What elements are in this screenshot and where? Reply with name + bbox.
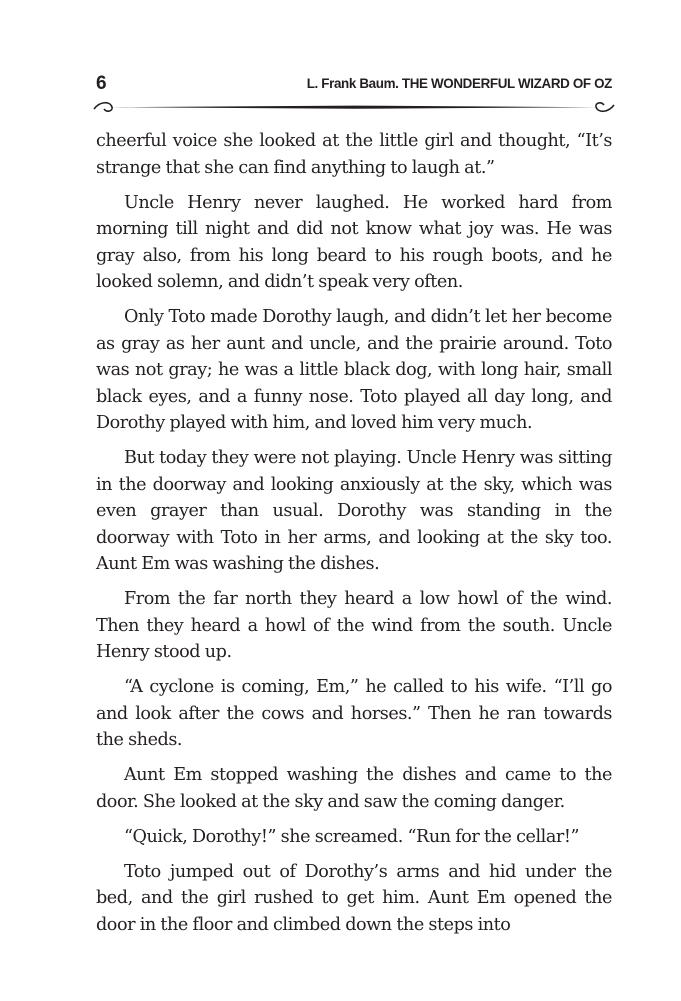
running-head: L. Frank Baum. THE WONDERFUL WIZARD OF OZ bbox=[306, 76, 612, 91]
paragraph: Aunt Em stopped washing the dishes and came to the door. She looked at the sky and saw the coming danger. bbox=[96, 765, 612, 812]
paragraph: cheerful voice she looked at the little girl and thought, “It’s strange that she can find anything to laugh at.” bbox=[96, 131, 612, 178]
paragraph: “Quick, Dorothy!” she screamed. “Run for the cellar!” bbox=[124, 826, 580, 847]
paragraph: “A cyclone is coming, Em,” he called to his wife. “I’ll go and look after the cows and horses.” Then he ran towards the sheds. bbox=[96, 677, 612, 750]
page-header bbox=[96, 72, 612, 96]
paragraph: From the far north they heard a low howl of the wind. Then they heard a howl of the wind from the south. Uncle Henry stood up. bbox=[96, 589, 612, 662]
page-number: 6 bbox=[96, 73, 107, 94]
paragraph: Uncle Henry never laughed. He worked hard from morning till night and did not know what joy was. He was gray also, from his long beard to his rough boots, and he looked solemn, and didn’t speak very often. bbox=[96, 192, 612, 292]
ornamental-rule-icon bbox=[92, 99, 616, 115]
paragraph: Toto jumped out of Dorothy’s arms and hid under the bed, and the girl rushed to get him. Aunt Em opened the door in the floor and climbed down the steps into bbox=[96, 861, 612, 935]
paragraph: But today they were not playing. Uncle Henry was sitting in the doorway and looking anxiously at the sky, which was even grayer than usual. Dorothy was standing in the doorway with Toto in her arms, and looking at the sky too. Aunt Em was washing the dishes. bbox=[96, 448, 612, 574]
paragraph: Only Toto made Dorothy laugh, and didn’t let her become as gray as her aunt and uncle, and the prairie around. Toto was not gray; he was a little black dog, with long hair, small black eyes, and a funny nose. Toto played all day long, and Dorothy played with him, and loved him very much. bbox=[96, 307, 612, 433]
body-text bbox=[96, 128, 612, 947]
